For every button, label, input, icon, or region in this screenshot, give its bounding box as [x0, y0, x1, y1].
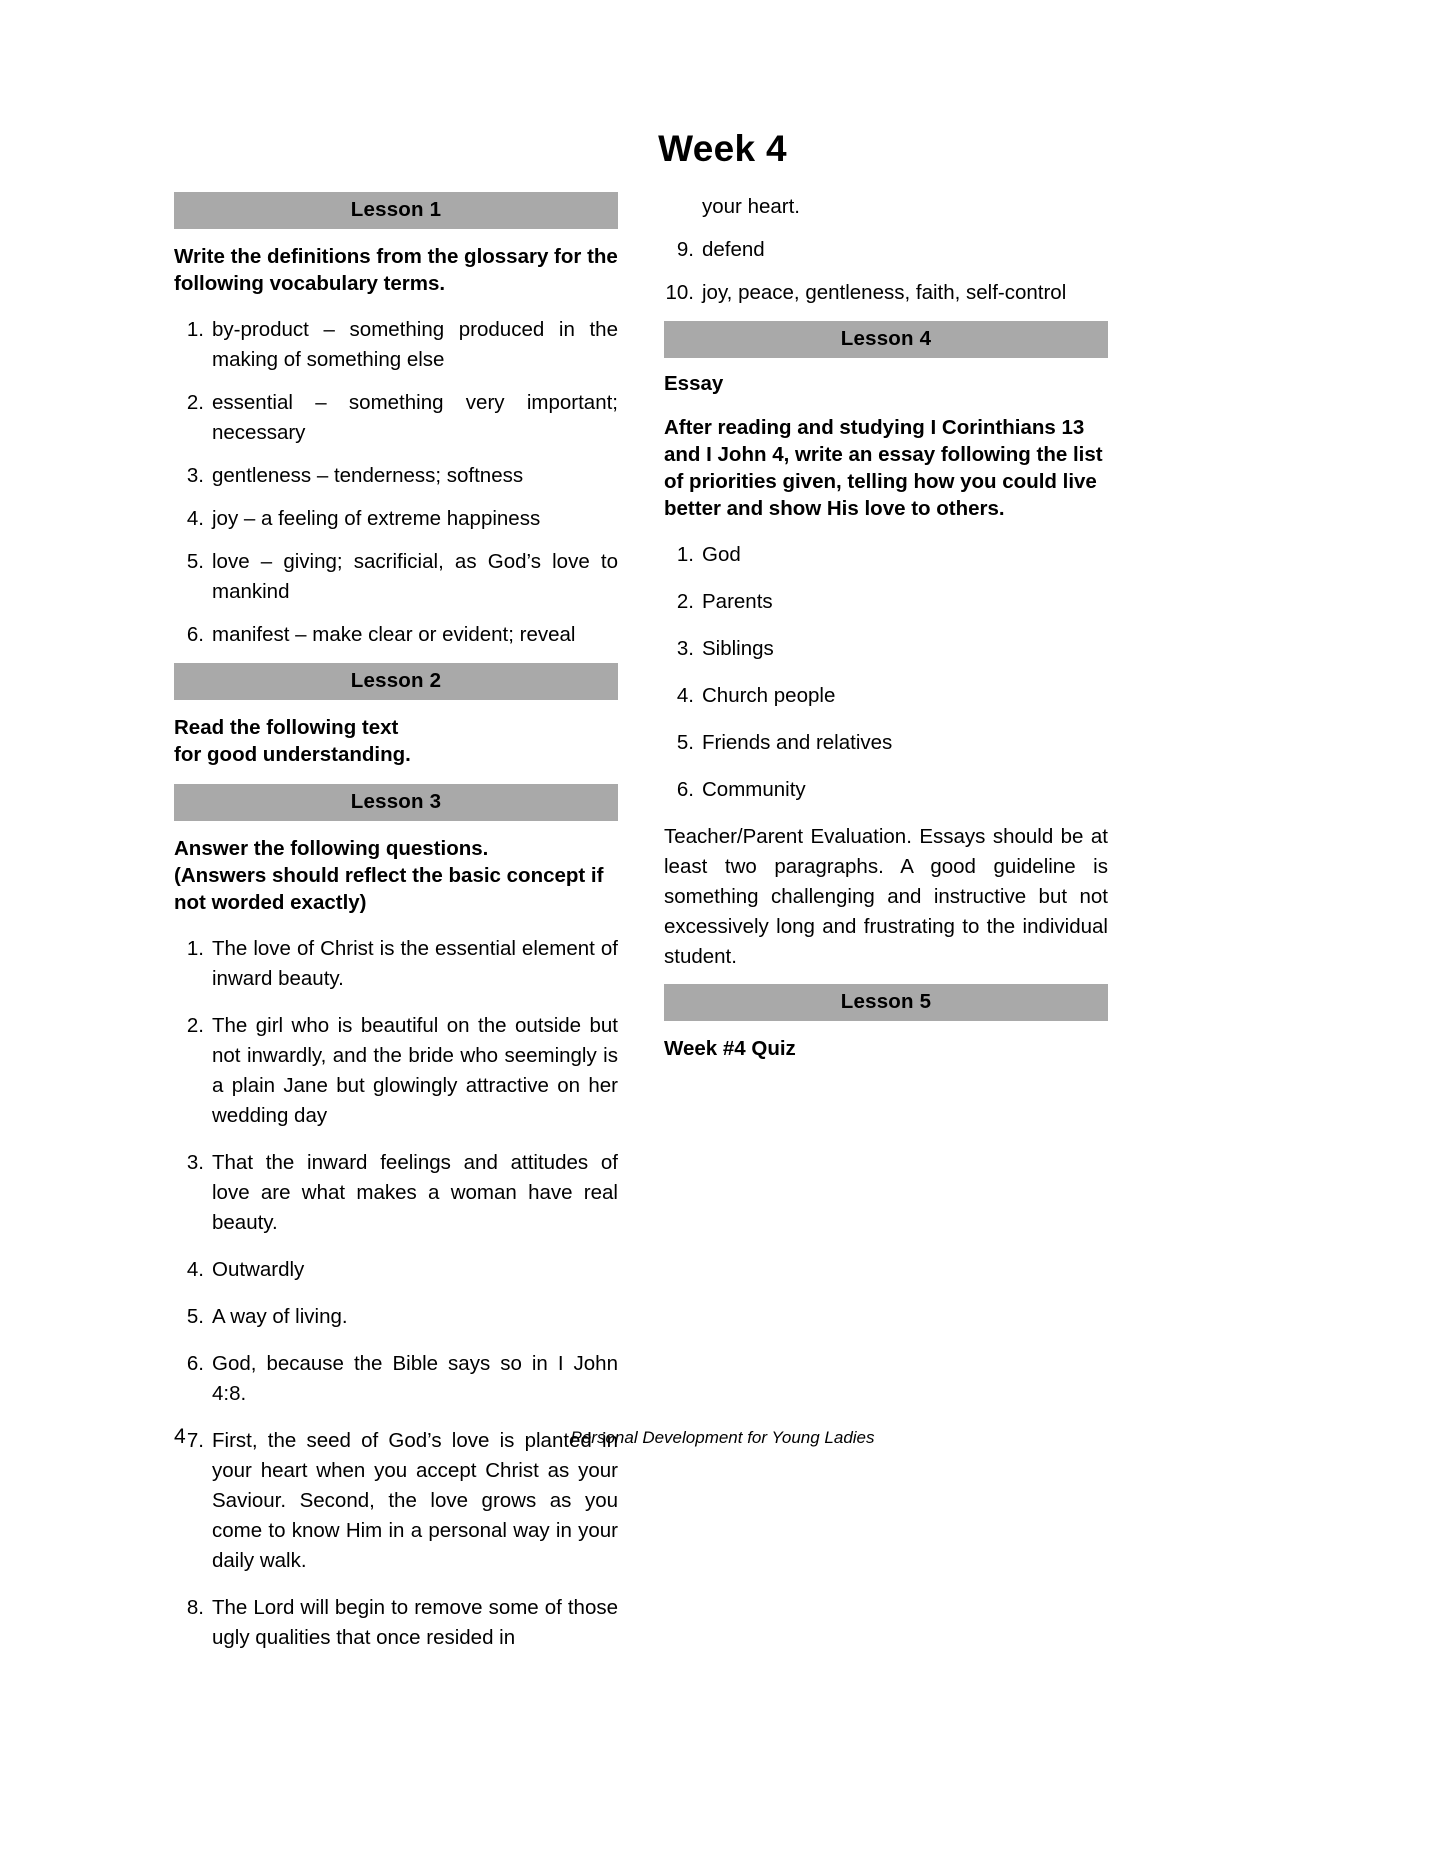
- lesson-2-instruction: [174, 714, 618, 768]
- lesson-4-instruction: After reading and studying I Corinthians 13 and I John 4, write an essay following the list of priorities given, telling how you could live better and show His love to others.: [664, 416, 1103, 520]
- list-item-text: The girl who is beautiful on the outside but not inwardly, and the bride who seemingly is a plain Jane but glowingly attractive on her wedding day: [212, 1014, 618, 1127]
- list-item-number: 6.: [676, 778, 694, 801]
- list-item-number: 5.: [676, 731, 694, 754]
- essay-label: Essay: [664, 372, 724, 395]
- list-item: [174, 1349, 618, 1409]
- list-item-number: 9.: [676, 238, 694, 261]
- lesson-3-instruction: [174, 835, 618, 916]
- list-item-text: Community: [702, 778, 806, 801]
- teacher-parent-evaluation-note: Teacher/Parent Evaluation. Essays should be at least two paragraphs. A good guideline is something challenging and instructive but not excessively long and frustrating to the individual student.: [664, 825, 1108, 968]
- list-item: [664, 235, 1108, 265]
- list-item-text: The Lord will begin to remove some of those ugly qualities that once resided in: [212, 1596, 618, 1649]
- list-item-number: 1.: [676, 543, 694, 566]
- list-item: [174, 1011, 618, 1131]
- lesson-4-priority-list: [664, 540, 1108, 805]
- list-item-text: joy, peace, gentleness, faith, self-control: [702, 281, 1067, 304]
- list-item: [664, 278, 1108, 308]
- list-item: [174, 461, 618, 491]
- lesson-4-header: Lesson 4: [664, 321, 1108, 358]
- footer-page-number: 4: [174, 1425, 186, 1448]
- list-item: [174, 1148, 618, 1238]
- lesson-2-instruction-line-2: for good understanding.: [174, 743, 411, 766]
- list-item-text: Outwardly: [212, 1258, 305, 1281]
- list-item-number: 4.: [186, 1258, 204, 1281]
- list-item-number: 2.: [186, 391, 204, 414]
- two-column-body: [174, 192, 1274, 1649]
- list-item-number: 8.: [186, 1596, 204, 1619]
- list-item-number: 1.: [186, 318, 204, 341]
- list-item-text: Friends and relatives: [702, 731, 893, 754]
- lesson-2-instruction-line-1: Read the following text: [174, 716, 399, 739]
- list-item-number: 3.: [186, 1151, 204, 1174]
- list-item-text: A way of living.: [212, 1305, 348, 1328]
- list-item-number: 6.: [186, 623, 204, 646]
- list-item-number: 3.: [676, 637, 694, 660]
- list-item: [174, 1593, 618, 1653]
- page-footer: [0, 1425, 1445, 1465]
- right-column: [664, 192, 1108, 1080]
- list-item: [174, 1302, 618, 1332]
- list-item-number: 10.: [665, 281, 694, 304]
- list-item: [174, 388, 618, 448]
- list-item: [174, 504, 618, 534]
- lesson-3-instruction-line-1: Answer the following questions.: [174, 837, 489, 860]
- list-item-text: by-product – something produced in the making of something else: [212, 318, 618, 371]
- list-item-text: Church people: [702, 684, 836, 707]
- lesson-3-header: Lesson 3: [174, 784, 618, 821]
- list-item-number: 5.: [186, 550, 204, 573]
- list-item-number: 1.: [186, 937, 204, 960]
- list-item-text: defend: [702, 238, 765, 261]
- list-item-text: gentleness – tenderness; softness: [212, 464, 524, 487]
- list-item-number: 2.: [186, 1014, 204, 1037]
- list-item: [664, 540, 1108, 570]
- list-item: [664, 587, 1108, 617]
- lesson-3-answer-list-continued: [664, 235, 1108, 308]
- list-item-number: 3.: [186, 464, 204, 487]
- lesson-5-header: Lesson 5: [664, 984, 1108, 1021]
- list-item: [174, 1255, 618, 1285]
- list-item: [174, 934, 618, 994]
- list-item-text: Parents: [702, 590, 773, 613]
- list-item-text: Siblings: [702, 637, 774, 660]
- list-item-number: 7.: [186, 1429, 204, 1452]
- lesson-1-vocab-list: [174, 315, 618, 650]
- lesson-2-header: Lesson 2: [174, 663, 618, 700]
- list-item: [174, 620, 618, 650]
- page-title: Week 4: [658, 128, 787, 169]
- lesson-5-content: Week #4 Quiz: [664, 1037, 796, 1060]
- list-item-text: joy – a feeling of extreme happiness: [212, 507, 541, 530]
- list-item-text: That the inward feelings and attitudes of love are what makes a woman have real beauty.: [212, 1151, 618, 1234]
- list-item-text: manifest – make clear or evident; reveal: [212, 623, 576, 646]
- lesson-3-answer-list: [174, 934, 618, 1653]
- list-item: [664, 728, 1108, 758]
- continuation-text: your heart.: [702, 195, 800, 218]
- list-item: [664, 634, 1108, 664]
- list-item-number: 5.: [186, 1305, 204, 1328]
- lesson-1-header: Lesson 1: [174, 192, 618, 229]
- list-item-text: The love of Christ is the essential element of inward beauty.: [212, 937, 618, 990]
- list-item-number: 4.: [186, 507, 204, 530]
- list-item-number: 2.: [676, 590, 694, 613]
- lesson-1-instruction: Write the definitions from the glossary for the following vocabulary terms.: [174, 245, 618, 295]
- footer-running-title: Personal Development for Young Ladies: [570, 1428, 875, 1447]
- list-item: [664, 775, 1108, 805]
- list-item: [664, 681, 1108, 711]
- list-item: [174, 547, 618, 607]
- list-item-text: love – giving; sacrificial, as God’s love to mankind: [212, 550, 618, 603]
- list-item-number: 6.: [186, 1352, 204, 1375]
- list-item-number: 4.: [676, 684, 694, 707]
- list-item: [174, 315, 618, 375]
- list-item-text: First, the seed of God’s love is planted in your heart when you accept Christ as your Saviour. Second, the love grows as you come to know Him in a personal way in your daily walk.: [212, 1429, 618, 1572]
- list-item-text: God, because the Bible says so in I John 4:8.: [212, 1352, 618, 1405]
- list-item-text: essential – something very important; necessary: [212, 391, 618, 444]
- list-item-text: God: [702, 543, 741, 566]
- lesson-3-instruction-line-2: (Answers should reflect the basic concept if not worded exactly): [174, 864, 604, 914]
